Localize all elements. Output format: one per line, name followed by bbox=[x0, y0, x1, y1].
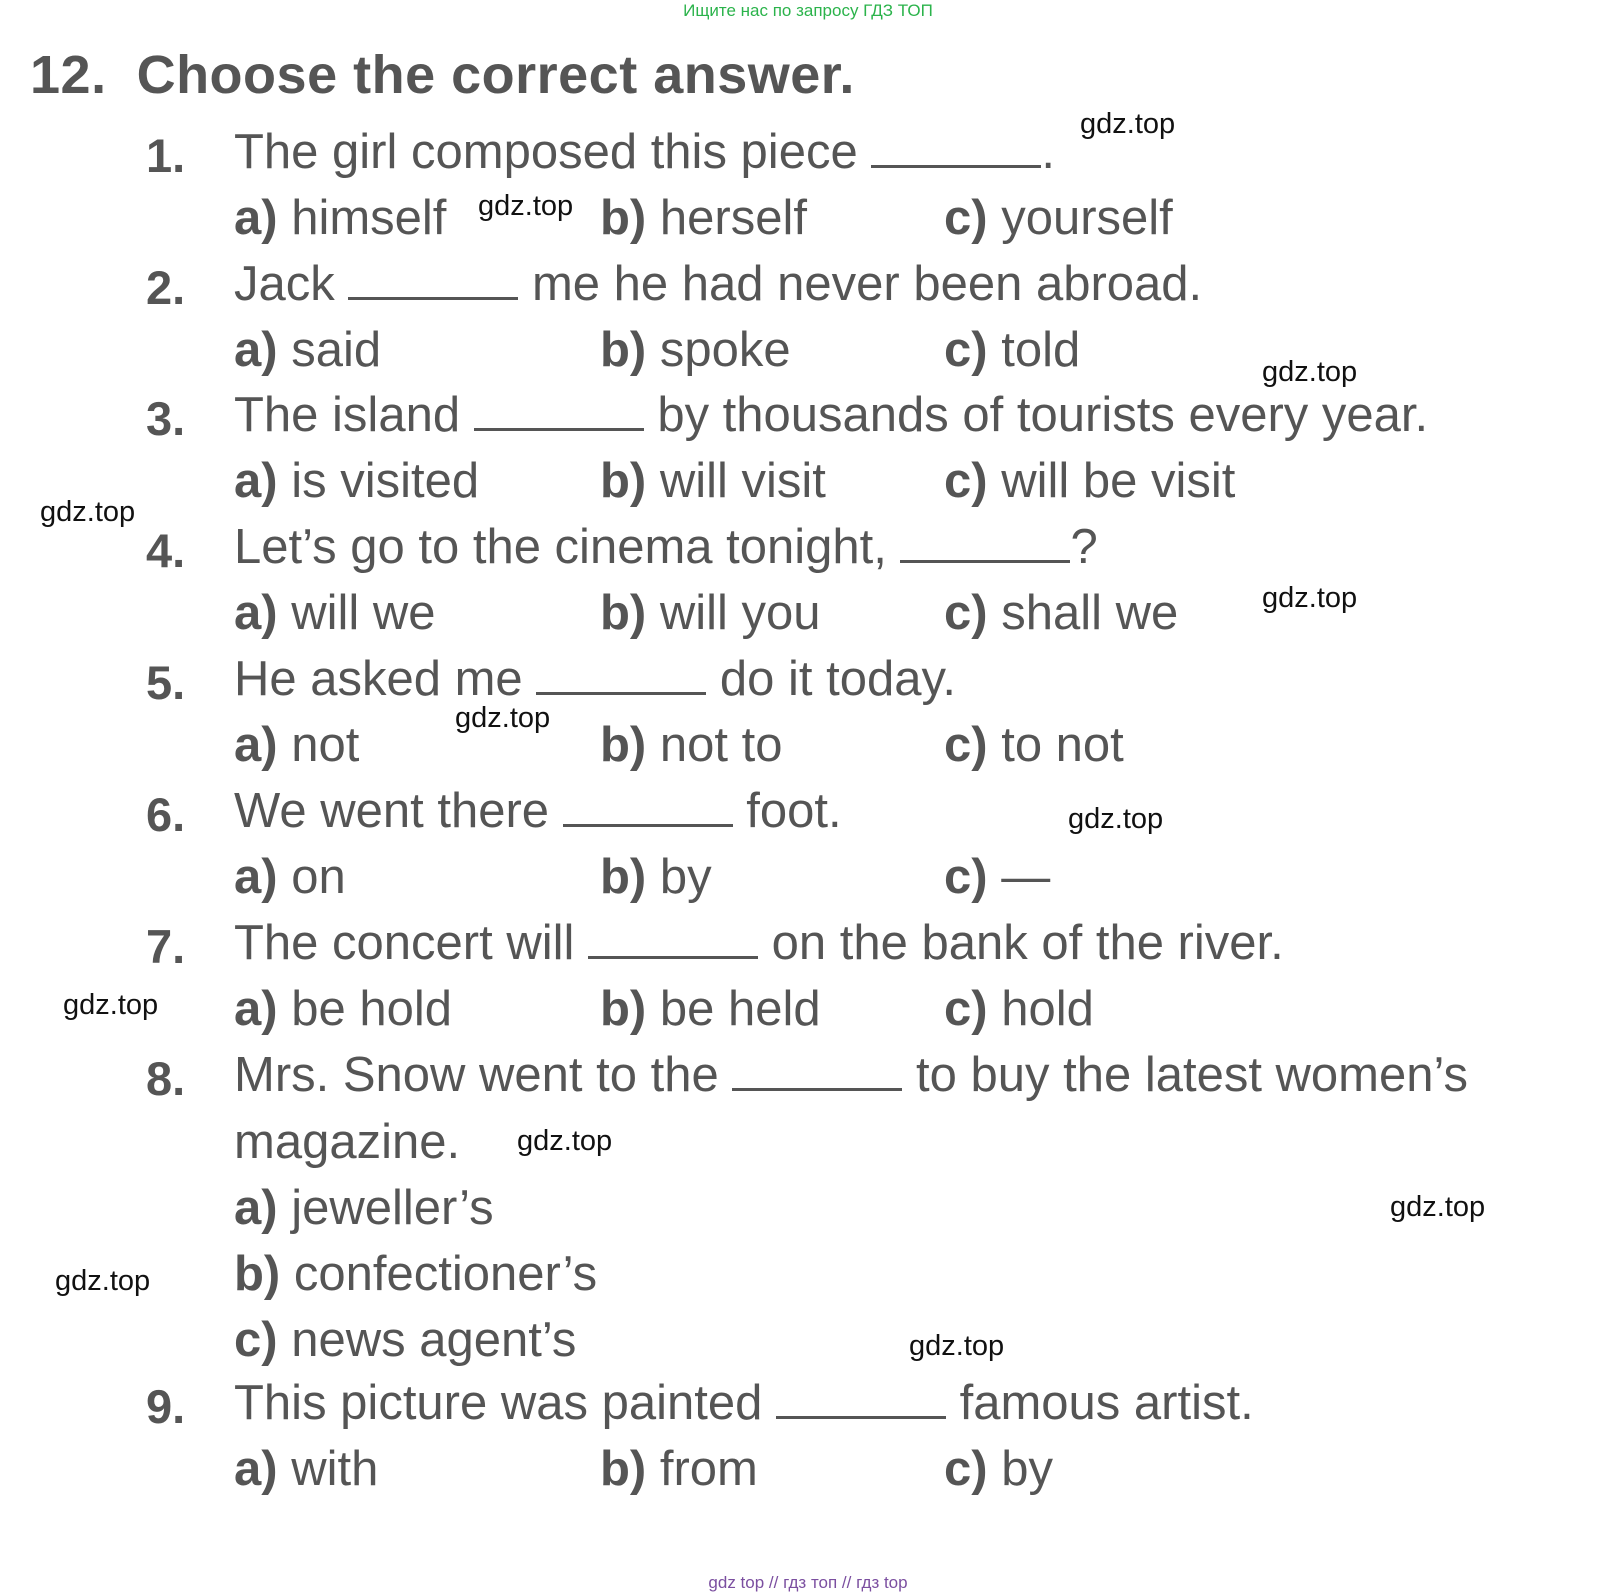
option-b: b) be held bbox=[600, 982, 821, 1036]
option-a: a) is visited bbox=[234, 454, 480, 508]
watermark: gdz.top bbox=[455, 702, 551, 734]
watermark: gdz.top bbox=[1262, 356, 1358, 388]
answer-blank bbox=[871, 129, 1041, 168]
option-b: b) spoke bbox=[600, 323, 791, 377]
question-text-continued: magazine. bbox=[234, 1115, 461, 1169]
option-a: a) be hold bbox=[234, 982, 452, 1036]
watermark: gdz.top bbox=[517, 1125, 613, 1157]
question-text: The island by thousands of tourists every year. bbox=[234, 388, 1429, 442]
option-c: c) — bbox=[944, 850, 1051, 904]
answer-blank bbox=[900, 524, 1070, 563]
option-b: b) by bbox=[600, 850, 712, 904]
option-b: b) will visit bbox=[600, 454, 826, 508]
option-a: a) himself bbox=[234, 191, 447, 245]
option-a: a) not bbox=[234, 718, 360, 772]
question-number: 6. bbox=[146, 788, 186, 841]
watermark: gdz.top bbox=[1390, 1191, 1486, 1223]
option-b: b) not to bbox=[600, 718, 783, 772]
watermark: gdz.top bbox=[55, 1265, 151, 1297]
option-c: c) will be visit bbox=[944, 454, 1236, 508]
question-number: 5. bbox=[146, 656, 186, 709]
footer-note: gdz top // гдз топ // гдз top bbox=[708, 1573, 908, 1592]
answer-blank bbox=[588, 920, 758, 959]
watermark: gdz.top bbox=[40, 496, 136, 528]
option-c: c) news agent’s bbox=[234, 1313, 577, 1367]
watermark: gdz.top bbox=[63, 989, 159, 1021]
option-c: c) told bbox=[944, 323, 1081, 377]
option-b: b) herself bbox=[600, 191, 807, 245]
question-text: Let’s go to the cinema tonight, ? bbox=[234, 520, 1098, 574]
question-text: The girl composed this piece . bbox=[234, 125, 1055, 179]
question-text: The concert will on the bank of the river. bbox=[234, 916, 1284, 970]
question-number: 9. bbox=[146, 1380, 186, 1433]
answer-blank bbox=[536, 656, 706, 695]
watermark: gdz.top bbox=[1068, 803, 1164, 835]
watermark: gdz.top bbox=[1262, 582, 1358, 614]
question-number: 8. bbox=[146, 1052, 186, 1105]
question-text: Mrs. Snow went to the to buy the latest women’s bbox=[234, 1048, 1469, 1102]
answer-blank bbox=[732, 1052, 902, 1091]
option-b: b) will you bbox=[600, 586, 821, 640]
question-number: 2. bbox=[146, 261, 186, 314]
question-number: 1. bbox=[146, 129, 186, 182]
option-a: a) said bbox=[234, 323, 382, 377]
watermark: gdz.top bbox=[1080, 108, 1176, 140]
answer-blank bbox=[348, 261, 518, 300]
option-c: c) by bbox=[944, 1442, 1053, 1496]
question-number: 4. bbox=[146, 524, 186, 577]
option-a: a) on bbox=[234, 850, 346, 904]
exercise-number: 12. bbox=[30, 45, 107, 105]
question-text: He asked me do it today. bbox=[234, 652, 957, 706]
option-b: b) confectioner’s bbox=[234, 1247, 598, 1301]
option-c: c) to not bbox=[944, 718, 1124, 772]
question-number: 3. bbox=[146, 392, 186, 445]
answer-blank bbox=[563, 788, 733, 827]
option-a: a) jeweller’s bbox=[234, 1181, 494, 1235]
question-number: 7. bbox=[146, 920, 186, 973]
exercise-heading bbox=[30, 44, 855, 106]
option-a: a) with bbox=[234, 1442, 379, 1496]
question-text: We went there foot. bbox=[234, 784, 842, 838]
option-c: c) hold bbox=[944, 982, 1094, 1036]
answer-blank bbox=[776, 1380, 946, 1419]
exercise-title: Choose the correct answer. bbox=[136, 45, 855, 105]
question-text: This picture was painted famous artist. bbox=[234, 1376, 1254, 1430]
header-note: Ищите нас по запросу ГДЗ ТОП bbox=[683, 1, 933, 20]
option-c: c) shall we bbox=[944, 586, 1179, 640]
option-c: c) yourself bbox=[944, 191, 1173, 245]
question-text: Jack me he had never been abroad. bbox=[234, 257, 1203, 311]
option-b: b) from bbox=[600, 1442, 758, 1496]
option-a: a) will we bbox=[234, 586, 436, 640]
watermark: gdz.top bbox=[478, 190, 574, 222]
answer-blank bbox=[474, 392, 644, 431]
watermark: gdz.top bbox=[909, 1330, 1005, 1362]
